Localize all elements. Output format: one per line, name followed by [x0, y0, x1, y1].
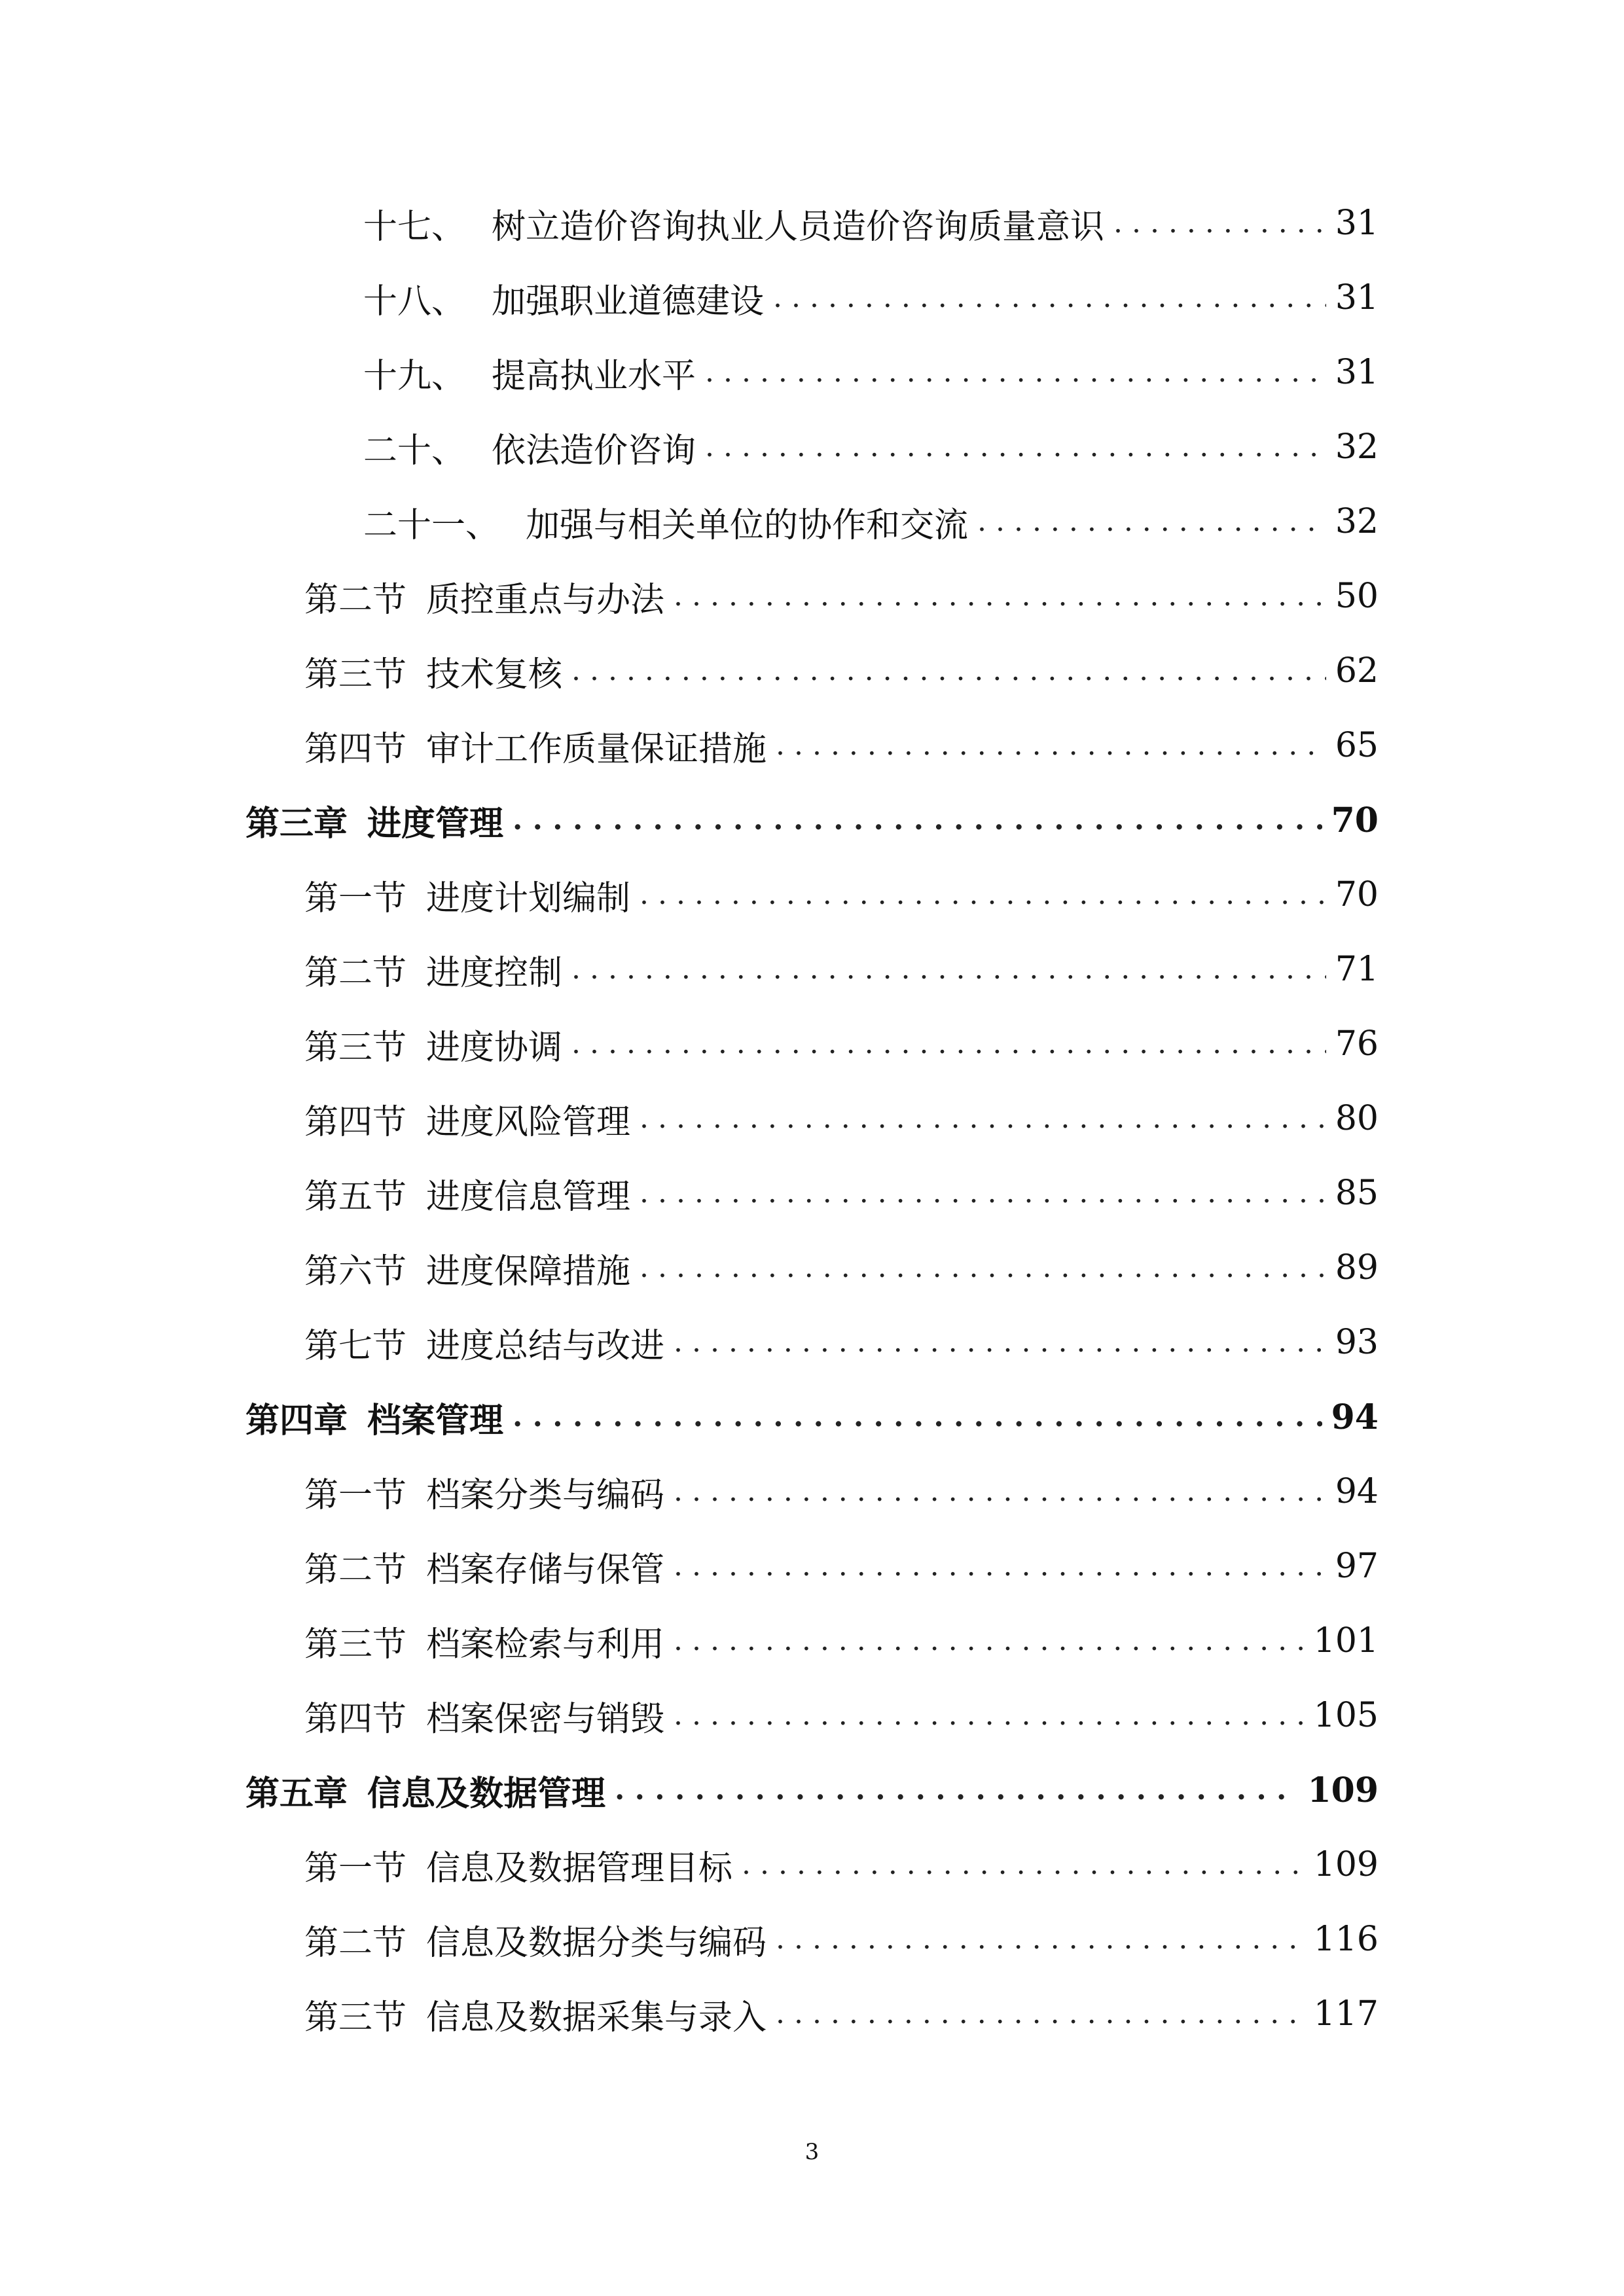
toc-entry-page: 105	[1313, 1696, 1379, 1735]
dot-leader	[773, 268, 1326, 327]
toc-entry-number: 第二节	[304, 953, 407, 993]
toc-entry[interactable]	[363, 492, 1379, 551]
toc-entry[interactable]	[363, 418, 1379, 476]
dot-leader	[640, 865, 1326, 924]
dot-leader	[640, 1164, 1326, 1223]
toc-entry-page: 93	[1335, 1323, 1379, 1362]
dot-leader	[776, 1984, 1305, 2043]
toc-entry-title: 档案保密与销毁	[426, 1699, 665, 1739]
toc-entry-page: 109	[1313, 1845, 1379, 1884]
toc-entry-title: 进度计划编制	[426, 878, 631, 918]
toc-entry-title: 加强与相关单位的协作和交流	[526, 505, 969, 545]
toc-entry-title: 树立造价咨询执业人员造价咨询质量意识	[492, 207, 1105, 247]
toc-chapter-entry[interactable]	[245, 1388, 1379, 1446]
toc-entry-title: 提高执业水平	[492, 356, 696, 396]
toc-entry-page: 80	[1335, 1099, 1379, 1138]
toc-entry-page: 94	[1335, 1472, 1379, 1511]
toc-entry-number: 第三节	[304, 1028, 407, 1067]
toc-entry-page: 109	[1307, 1770, 1379, 1810]
toc-entry-title: 审计工作质量保证措施	[426, 729, 767, 769]
toc-entry-page: 32	[1335, 427, 1379, 467]
toc-entry-title: 信息及数据管理目标	[426, 1848, 733, 1888]
toc-entry-title: 信息及数据管理	[367, 1773, 606, 1814]
toc-entry-page: 70	[1331, 800, 1379, 840]
toc-entry[interactable]	[363, 268, 1379, 327]
toc-entry-number: 第三节	[304, 1624, 407, 1664]
toc-entry[interactable]	[304, 1984, 1379, 2043]
toc-entry-title: 依法造价咨询	[492, 431, 696, 471]
toc-entry-page: 65	[1335, 726, 1379, 765]
dot-leader	[571, 641, 1326, 700]
toc-entry[interactable]	[304, 641, 1379, 700]
dot-leader	[674, 567, 1326, 626]
toc-entry[interactable]	[304, 1164, 1379, 1223]
dot-leader	[615, 1761, 1298, 1820]
toc-entry-title: 进度风险管理	[426, 1102, 631, 1142]
toc-entry-number: 十九、	[363, 356, 466, 396]
toc-entry[interactable]	[304, 716, 1379, 775]
toc-entry[interactable]	[304, 940, 1379, 999]
toc-entry[interactable]	[363, 194, 1379, 253]
toc-entry-number: 第七节	[304, 1326, 407, 1366]
toc-entry[interactable]	[304, 1014, 1379, 1073]
toc-entry[interactable]	[304, 1686, 1379, 1745]
toc-entry[interactable]	[304, 1537, 1379, 1596]
toc-entry-page: 89	[1335, 1248, 1379, 1287]
toc-entry[interactable]	[304, 567, 1379, 626]
toc-entry-number: 第五节	[304, 1177, 407, 1217]
dot-leader	[513, 791, 1322, 850]
dot-leader	[705, 418, 1326, 476]
toc-entry-number: 第三节	[304, 655, 407, 694]
toc-entry-number: 第二节	[304, 1550, 407, 1590]
toc-chapter-entry[interactable]	[245, 1761, 1379, 1820]
toc-entry[interactable]	[304, 1910, 1379, 1969]
toc-entry-title: 质控重点与办法	[426, 580, 665, 620]
toc-entry-number: 二十一、	[363, 505, 500, 545]
toc-entry-page: 71	[1335, 950, 1379, 989]
toc-chapter-entry[interactable]	[245, 791, 1379, 850]
toc-entry-title: 加强职业道德建设	[492, 281, 765, 321]
toc-entry-title: 信息及数据采集与录入	[426, 1998, 767, 2037]
dot-leader	[705, 343, 1326, 402]
toc-entry-number: 第四节	[304, 1102, 407, 1142]
toc-entry[interactable]	[363, 343, 1379, 402]
page-number: 3	[804, 2139, 820, 2165]
toc-entry-number: 第二节	[304, 1923, 407, 1963]
dot-leader	[513, 1388, 1322, 1446]
dot-leader	[674, 1611, 1305, 1670]
toc-entry-title: 信息及数据分类与编码	[426, 1923, 767, 1963]
toc-entry-number: 二十、	[363, 431, 466, 471]
toc-entry-number: 第三节	[304, 1998, 407, 2037]
toc-entry-number: 第一节	[304, 1475, 407, 1515]
toc-entry-title: 进度保障措施	[426, 1251, 631, 1291]
toc-entry-title: 档案存储与保管	[426, 1550, 665, 1590]
toc-entry-title: 进度信息管理	[426, 1177, 631, 1217]
toc-entry-number: 第一节	[304, 1848, 407, 1888]
toc-entry[interactable]	[304, 1462, 1379, 1521]
dot-leader	[571, 940, 1326, 999]
toc-entry-page: 32	[1335, 502, 1379, 541]
toc-entry-title: 技术复核	[426, 655, 563, 694]
toc-entry-number: 第四节	[304, 1699, 407, 1739]
toc-entry[interactable]	[304, 1313, 1379, 1372]
dot-leader	[1113, 194, 1326, 253]
dot-leader	[674, 1462, 1326, 1521]
toc-entry-page: 31	[1335, 353, 1379, 392]
toc-entry-page: 62	[1335, 651, 1379, 691]
toc-entry-page: 50	[1335, 577, 1379, 616]
toc-entry-number: 第二节	[304, 580, 407, 620]
toc-entry[interactable]	[304, 1089, 1379, 1148]
toc-entry-number: 第四章	[245, 1400, 348, 1441]
toc-entry-title: 进度协调	[426, 1028, 563, 1067]
dot-leader	[674, 1686, 1305, 1745]
toc-entry-page: 31	[1335, 204, 1379, 243]
dot-leader	[640, 1238, 1326, 1297]
toc-entry-number: 第一节	[304, 878, 407, 918]
toc-entry-number: 第五章	[245, 1773, 348, 1814]
dot-leader	[640, 1089, 1326, 1148]
dot-leader	[674, 1313, 1326, 1372]
toc-entry-title: 档案检索与利用	[426, 1624, 665, 1664]
toc-entry-number: 十七、	[363, 207, 466, 247]
toc-entry-page: 85	[1335, 1174, 1379, 1213]
dot-leader	[571, 1014, 1326, 1073]
dot-leader	[674, 1537, 1326, 1596]
toc-entry-number: 第三章	[245, 803, 348, 844]
toc-entry-page: 31	[1335, 278, 1379, 317]
toc-entry[interactable]	[304, 1611, 1379, 1670]
toc-entry-page: 76	[1335, 1024, 1379, 1064]
toc-entry-title: 进度总结与改进	[426, 1326, 665, 1366]
toc-entry-number: 第四节	[304, 729, 407, 769]
toc-entry-number: 十八、	[363, 281, 466, 321]
toc-entry-title: 档案分类与编码	[426, 1475, 665, 1515]
dot-leader	[776, 1910, 1305, 1969]
toc-entry-page: 94	[1331, 1397, 1379, 1437]
toc-entry-title: 档案管理	[367, 1400, 504, 1441]
toc-entry-page: 116	[1313, 1920, 1379, 1959]
toc-entry-page: 70	[1335, 875, 1379, 914]
toc-entry-page: 117	[1313, 1994, 1379, 2034]
toc-entry-title: 进度控制	[426, 953, 563, 993]
toc-entry-number: 第六节	[304, 1251, 407, 1291]
toc-entry-page: 97	[1335, 1547, 1379, 1586]
toc-entry[interactable]	[304, 1238, 1379, 1297]
toc-entry-title: 进度管理	[367, 803, 504, 844]
dot-leader	[742, 1835, 1305, 1894]
dot-leader	[977, 492, 1326, 551]
toc-entry-page: 101	[1313, 1621, 1379, 1660]
toc-entry[interactable]	[304, 865, 1379, 924]
toc-entry[interactable]	[304, 1835, 1379, 1894]
dot-leader	[776, 716, 1326, 775]
